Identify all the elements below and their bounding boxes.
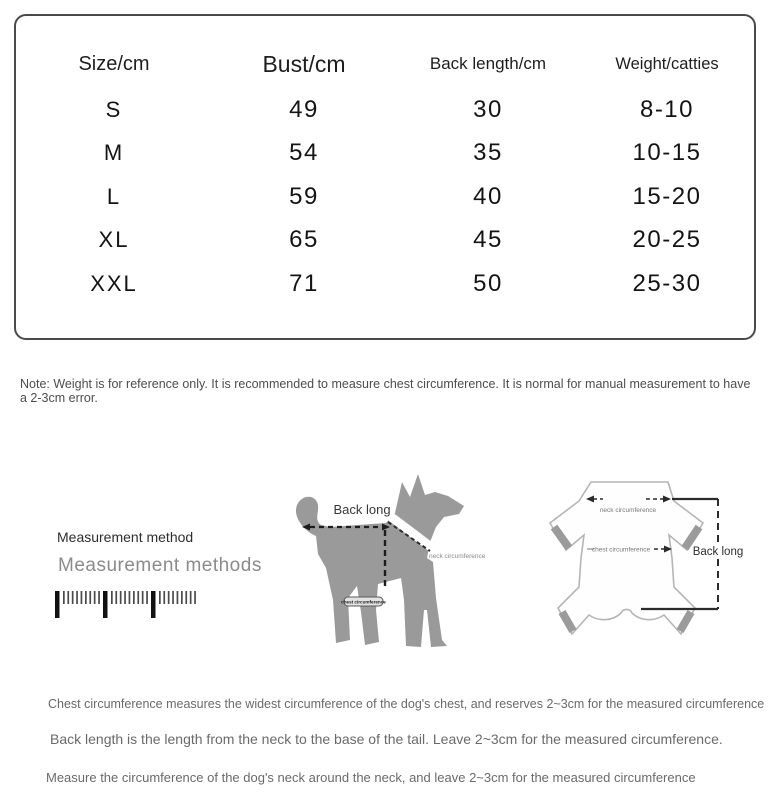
size-table [16, 16, 754, 306]
cell-size-xl: XL [98, 227, 130, 253]
garment-back-long-label: Back long [692, 546, 744, 558]
garment-outline [550, 482, 703, 634]
cell-bust-s: 49 [289, 95, 319, 123]
cell-back-xxl: 50 [473, 269, 503, 297]
col-header-bust: Bust/cm [262, 50, 346, 77]
cell-weight-xl: 20-25 [632, 226, 702, 254]
cell-back-s: 30 [473, 95, 503, 123]
measurement-methods-title: Measurement methods [58, 555, 262, 576]
instruction-back-length: Back length is the length from the neck to the base of the tail. Leave 2~3cm for the measured circumference. [50, 731, 723, 747]
cell-weight-xxl: 25-30 [632, 269, 702, 297]
weight-reference-note: Note: Weight is for reference only. It is recommended to measure chest circumference. It is normal for manual measurement to have a 2-3cm error. [20, 377, 751, 405]
cell-bust-m: 54 [289, 139, 319, 167]
cell-size-m: M [103, 140, 125, 166]
cell-bust-xxl: 71 [289, 269, 319, 297]
dog-measurement-diagram [278, 450, 518, 670]
cell-weight-m: 10-15 [632, 139, 702, 167]
garment-chest-circumference-label: chest circumference [591, 546, 651, 554]
cell-size-l: L [106, 183, 122, 209]
dog-chest-circumference-label: chest circumference [341, 599, 386, 605]
cell-weight-l: 15-20 [632, 182, 702, 210]
col-header-back-length: Back length/cm [429, 54, 547, 73]
dog-back-long-label: Back long [333, 502, 391, 517]
dog-silhouette [296, 474, 464, 647]
cell-weight-s: 8-10 [639, 95, 695, 123]
cell-size-s: S [105, 96, 123, 122]
garment-measurement-diagram [528, 450, 776, 670]
cell-back-l: 40 [473, 182, 503, 210]
ruler-icon [55, 590, 203, 620]
cell-bust-xl: 65 [289, 226, 319, 254]
instruction-neck: Measure the circumference of the dog's neck around the neck, and leave 2~3cm for the measured circumference [46, 770, 696, 785]
cell-back-xl: 45 [473, 226, 503, 254]
measurement-method-label: Measurement method [57, 529, 194, 545]
size-chart-card [14, 14, 756, 340]
cell-size-xxl: XXL [90, 270, 138, 296]
cell-bust-l: 59 [289, 182, 319, 210]
dog-neck-circumference-label: neck circumference [429, 553, 486, 560]
col-header-weight: Weight/catties [615, 54, 719, 73]
instruction-chest: Chest circumference measures the widest circumference of the dog's chest, and reserves 2~3cm for the measured circumference [48, 697, 765, 711]
cell-back-m: 35 [473, 139, 503, 167]
col-header-size: Size/cm [78, 52, 150, 75]
garment-neck-circumference-label: neck circumference [599, 507, 657, 514]
